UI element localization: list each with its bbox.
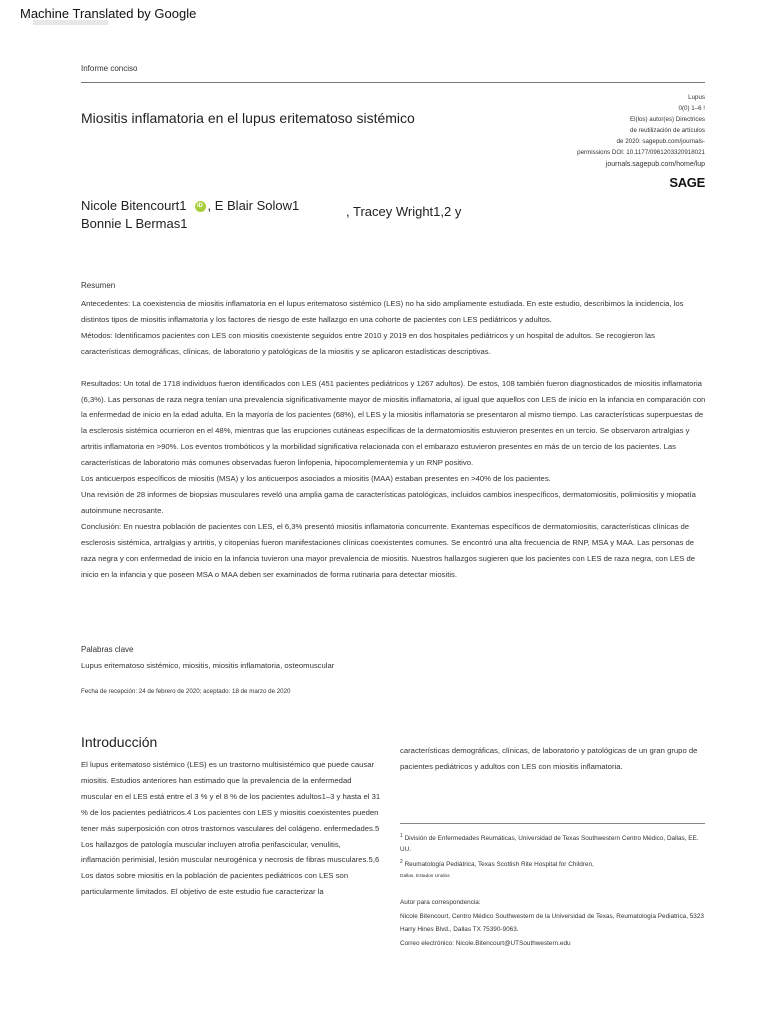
journal-line: 0(0) 1–6 ! bbox=[678, 105, 705, 112]
footnote-marker: 1 bbox=[400, 833, 403, 839]
correspondence-address: Nicole Bitencourt, Centro Médico Southwestern de la Universidad de Texas, Reumatología Pediatrica, 5323 Harry Hines Blvd., Dallas TX 75390-9063. bbox=[400, 912, 704, 933]
article-title: Miositis inflamatoria en el lupus eritematoso sistémico bbox=[81, 110, 415, 126]
orcid-icon[interactable]: iD bbox=[195, 201, 206, 212]
article-type-label: Informe conciso bbox=[81, 64, 138, 73]
header-divider bbox=[81, 82, 705, 83]
author-name: , Tracey Wright1,2 y bbox=[346, 204, 462, 219]
footnote-text: Reumatología Pediátrica, Texas Scottish Rite Hospital for Children, bbox=[404, 861, 594, 869]
abstract-biopsies: Una revisión de 28 informes de biopsias musculares reveló una amplia gama de características patológicas, incluidos cambios inespecíficos, dermatomiositis, polimiositis y miopatía autoinmune necrosante. bbox=[81, 489, 696, 515]
correspondence-block bbox=[400, 896, 705, 950]
footnote-divider bbox=[400, 823, 705, 824]
abstract-label: Resumen bbox=[81, 281, 116, 290]
abstract-methods: Métodos: Identificamos pacientes con LES con miositis coexistente seguidos entre 2010 y 2019 en dos hospitales pediátricos y un hospital de adultos. Se recogieron las características demográficas, clínicas, de laboratorio y patológicas de la miositis y se aplicaron estadísticas descriptivas. bbox=[81, 330, 655, 356]
sage-logo-text: SAGE bbox=[669, 175, 705, 190]
abstract-conclusion: Conclusión: En nuestra población de pacientes con LES, el 6,3% presentó miositis inflamatoria concurrente. Exantemas específicos de dermatomiositis, características clínicas de esclerosis sistémica, artralgias y artritis, y citopenias fueron manifestaciones clínicas coexistentes comunes. Se encontró una alta frecuencia de RNP, MSA y MAA. Las personas de raza negra y con enfermedad de inicio en la infancia tuvieron una mayor prevalencia de miositis. Nuestros hallazgos sugieren que los pacientes con LES de raza negra, con LES de inicio en la infancia y que poseen MSA o MAA deben ser examinados de forma rutinaria para detectar miositis. bbox=[81, 521, 696, 579]
journal-line: Lupus bbox=[688, 94, 705, 101]
keywords-text: Lupus eritematoso sistémico, miositis, miositis inflamatoria, osteomuscular bbox=[81, 661, 335, 670]
correspondence-email[interactable]: Correo electrónico: Nicole.Bitencourt@UTSouthwestern.edu bbox=[400, 939, 571, 947]
author-name: Bonnie L Bermas1 bbox=[81, 216, 188, 231]
journal-url-link[interactable]: journals.sagepub.com/home/lup bbox=[605, 161, 705, 168]
sage-logo bbox=[669, 175, 705, 190]
footnote-small-text: Dallas, Estados Unidos bbox=[400, 874, 450, 880]
author-line-1 bbox=[81, 198, 299, 213]
footnote-marker: 2 bbox=[400, 859, 403, 865]
abstract-body bbox=[81, 296, 706, 582]
journal-line: de reutilización de artículos bbox=[630, 127, 705, 134]
introduction-body: El lupus eritematoso sistémico (LES) es un trastorno multisistémico que puede causar miositis. Estudios anteriores han estimado que la prevalencia de la enfermedad muscular en el LES está entre el 3 % y el 8 % de los pacientes adultos1–3 y hasta el 31 % de los pacientes pediátricos.4 Los pacientes con LES y miositis coexistentes pueden tener más superposición con otros trastornos vasculares del colágeno. enfermedades.5 Los hallazgos de patología muscular incluyen atrofia perifascicular, venulitis, inflamación perimisial, lesión muscular neurogénica y necrosis de fibras musculares.5,6 Los datos sobre miositis en la población de pacientes pediátricos con LES son particularmente limitados. El objetivo de este estudio fue caracterizar la bbox=[81, 760, 381, 897]
paragraph-gap bbox=[81, 360, 706, 376]
author-name: , E Blair Solow1 bbox=[207, 198, 300, 213]
footnote-2 bbox=[400, 857, 705, 882]
footnote-text: División de Enfermedades Reumáticas, Universidad de Texas Southwestern Centro Médico, Dallas, EE. UU. bbox=[400, 835, 699, 854]
machine-translation-banner: Machine Translated by Google bbox=[20, 6, 197, 21]
journal-line: de 2020: sagepub.com/journals- bbox=[616, 138, 705, 145]
introduction-heading: Introducción bbox=[81, 734, 158, 750]
received-dates: Fecha de recepción: 24 de febrero de 2020; aceptado: 18 de marzo de 2020 bbox=[81, 688, 291, 695]
abstract-antibodies: Los anticuerpos específicos de miositis (MSA) y los anticuerpos asociados a miositis (MAA) estaban presentes en >40% de los pacientes. bbox=[81, 474, 551, 484]
journal-info bbox=[505, 92, 705, 158]
abstract-background: Antecedentes: La coexistencia de miositis inflamatoria en el lupus eritematoso sistémico (LES) no ha sido ampliamente estudiada. En este estudio, describimos la incidencia, los distintos tipos de miositis inflamatoria y los factores de riesgo de este hallazgo en una cohorte de pacientes con LES pediátricos y adultos. bbox=[81, 299, 684, 324]
keywords-label: Palabras clave bbox=[81, 645, 134, 654]
journal-line: El(los) autor(es) Directrices bbox=[630, 116, 705, 123]
abstract-results: Resultados: Un total de 1718 individuos fueron identificados con LES (451 pacientes pediátricos y 1267 adultos). De estos, 108 también fueron diagnosticados de miositis inflamatoria (6,3%). Las personas de raza negra tenían una prevalencia significativamente mayor de miositis inflamatoria, al igual que aquellos con LES de inicio en la infancia en comparación con la enfermedad de inicio en la edad adulta. En la mayoría de los pacientes (68%), el LES y la miositis inflamatoria se presentaron al mismo tiempo. Las características superpuestas de la esclerosis sistémica ocurrieron en el 48%, mientras que las erupciones cutáneas específicas de la dermatomiositis estuvieron presentes en un tercio. Se observaron artralgias y artritis inflamatoria en >90%. Los eventos trombóticos y la morbilidad significativa relacionada con el embarazo estuvieron presentes en más de un tercio de los pacientes. Las características de laboratorio más comunes observadas fueron linfopenia, hipocomplementemia y un RNP positivo. bbox=[81, 378, 706, 468]
footnote-1 bbox=[400, 831, 705, 855]
introduction-continuation: características demográficas, clínicas, de laboratorio y patológicas de un gran grupo de pacientes pediátricos y adultos con LES con miositis inflamatoria. bbox=[400, 746, 698, 771]
author-name: Nicole Bitencourt1 bbox=[81, 198, 187, 213]
journal-line: permissions DOI: 10.1177/0961203320918021 bbox=[577, 149, 705, 156]
correspondence-label: Autor para correspondencia: bbox=[400, 899, 481, 906]
